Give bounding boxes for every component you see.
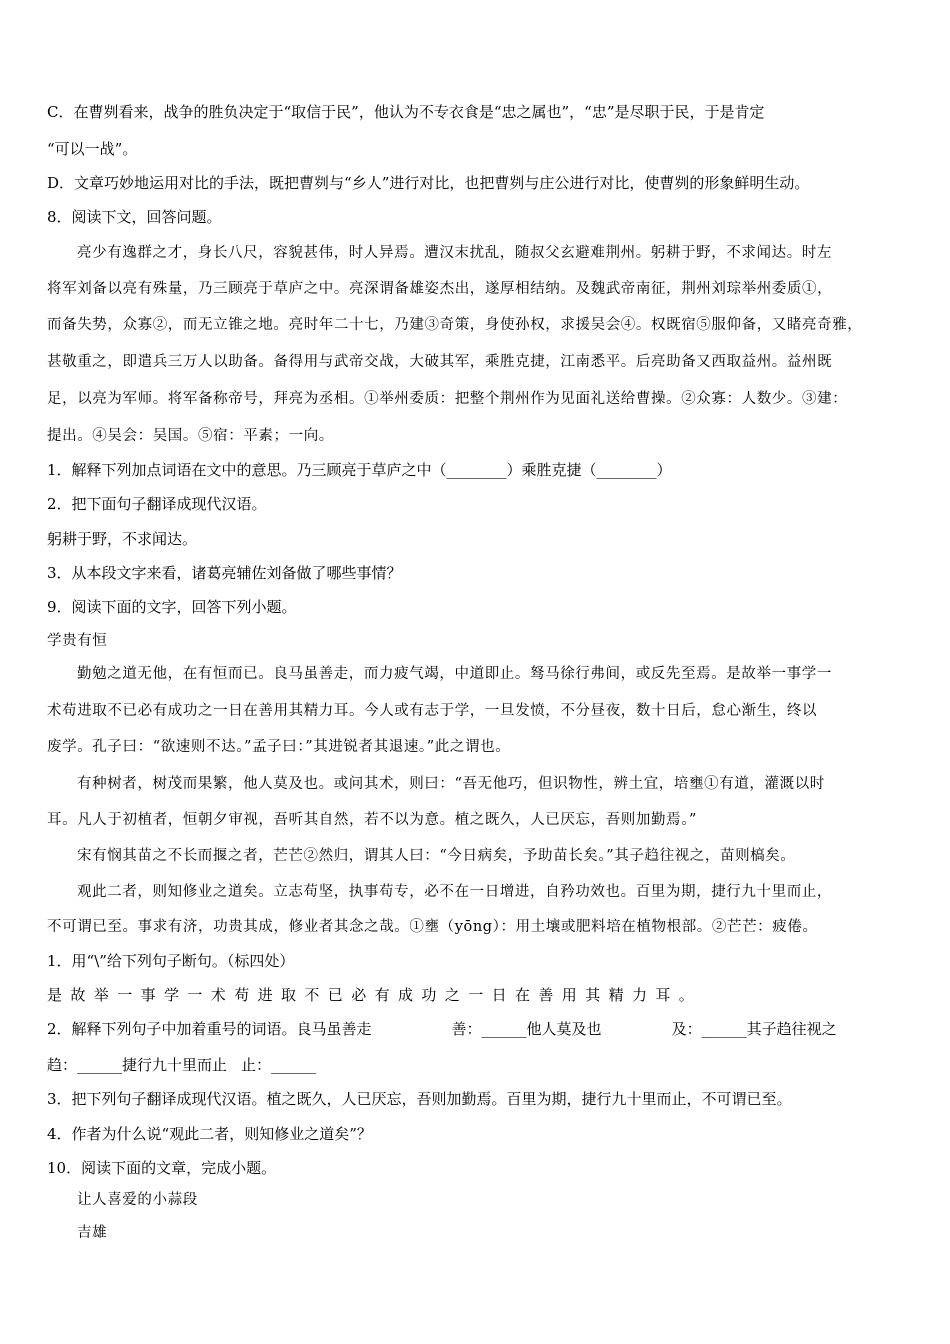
q10-title: 10．阅读下面的文章，完成小题。 bbox=[47, 1159, 277, 1177]
q9-sub2-blank-ji: 及：______其子趋往视之 bbox=[671, 1020, 837, 1038]
q8-passage-line: 足，以亮为军师。将军备称帝号，拜亮为丞相。①举州委质：把整个荆州作为见面礼送给曹操。②众寡：人数少。③建： bbox=[47, 391, 848, 407]
q9-passage-line: 耳。凡人于初植者，恒朝夕审视，吾听其自然，若不以为意。植之既久，人已厌忘，吾则加勤焉。” bbox=[47, 812, 698, 828]
q9-sub2-blank-qu: 趋：______捷行九十里而止 bbox=[47, 1056, 228, 1074]
q8-passage-line: 甚敬重之，即遣兵三万人以助备。备得用与武帝交战，大破其军，乘胜克捷，江南悉平。后亮助备又西取益州。益州既 bbox=[47, 354, 833, 370]
q8-passage-line: 亮少有逸群之才，身长八尺，容貌甚伟，时人异焉。遭汉末扰乱，随叔父玄避难荆州。躬耕于野，不求闻达。时左 bbox=[77, 245, 832, 261]
q9-title: 9．阅读下面的文字，回答下列小题。 bbox=[47, 598, 297, 616]
q7-option-d: D．文章巧妙地运用对比的手法，既把曹刿与“乡人”进行对比，也把曹刿与庄公进行对比，使曹刿的形象鲜明生动。 bbox=[47, 174, 810, 192]
q9-passage-line: 不可谓已至。事求有济，功贵其成，修业者其念之哉。①壅（yōng）：用土壤或肥料培在植物根部。②芒芒：疲倦。 bbox=[47, 919, 818, 935]
q8-passage-line: 而备失势，众寡②，而无立锥之地。亮时年二十七，乃建③奇策，身使孙权，求援吴会④。权既宿⑤服仰备，又睹亮奇雅， bbox=[47, 317, 863, 333]
q8-sub2-sentence: 躬耕于野，不求闻达。 bbox=[47, 530, 198, 548]
q10-author: 吉雄 bbox=[77, 1225, 108, 1241]
q7-option-c-line2: “可以一战”。 bbox=[47, 140, 138, 158]
q9-passage-line: 观此二者，则知修业之道矣。立志苟坚，执事苟专，必不在一日增进，自矜功效也。百里为期，捷行九十里而止， bbox=[77, 884, 832, 900]
q7-option-c-line1: C．在曹刿看来，战争的胜负决定于“取信于民”，他认为不专衣食是“忠之属也”，“忠”是尽职于民，于是肯定 bbox=[47, 103, 765, 121]
q10-article-title: 让人喜爱的小蒜段 bbox=[77, 1192, 198, 1208]
q9-passage-line: 废学。孔子曰：“欲速则不达。”孟子曰：”其进锐者其退速。”此之谓也。 bbox=[47, 739, 511, 755]
q8-sub3: 3．从本段文字来看，诸葛亮辅佐刘备做了哪些事情？ bbox=[47, 564, 402, 582]
q9-heading: 学贵有恒 bbox=[47, 633, 108, 649]
q9-sub2-blank-zhi: 止：______ bbox=[241, 1056, 317, 1074]
q8-passage-line: 将军刘备以亮有殊量，乃三顾亮于草庐之中。亮深谓备雄姿杰出，遂厚相结纳。及魏武帝南征，荆州刘琮举州委质①， bbox=[47, 281, 833, 297]
q9-passage-line: 勤勉之道无他，在有恒而已。良马虽善走，而力疲气竭，中道即止。驽马徐行弗间，或反先至焉。是故举一事学一 bbox=[77, 666, 832, 682]
q9-sub3: 3．把下列句子翻译成现代汉语。植之既久，人已厌忘，吾则加勤焉。百里为期，捷行九十里而止，不可谓已至。 bbox=[47, 1090, 792, 1108]
q8-sub2: 2．把下面句子翻译成现代汉语。 bbox=[47, 495, 267, 513]
q9-sub1: 1．用“\”给下列句子断句。（标四处） bbox=[47, 952, 295, 970]
q9-sub2-prompt: 2．解释下列句子中加着重号的词语。良马虽善走 bbox=[47, 1020, 372, 1038]
q8-title: 8．阅读下文，回答问题。 bbox=[47, 208, 222, 226]
q9-passage-line: 有种树者，树茂而果繁，他人莫及也。或问其术，则曰：“吾无他巧，但识物性，辨土宜，培壅①有道，灌溉以时 bbox=[77, 776, 825, 792]
q9-sub2-cont bbox=[47, 1055, 907, 1075]
q8-sub1: 1．解释下列加点词语在文中的意思。乃三顾亮于草庐之中（________）乘胜克捷（________） bbox=[47, 461, 672, 479]
q9-passage-line: 术苟进取不已必有成功之一日在善用其精力耳。今人或有志于学，一旦发愤，不分昼夜，数十日后，怠心渐生，终以 bbox=[47, 703, 818, 719]
q9-sub4: 4．作者为什么说“观此二者，则知修业之道矣”？ bbox=[47, 1125, 372, 1143]
q9-sub2 bbox=[47, 1019, 907, 1039]
q9-sub2-blank-shan: 善：______他人莫及也 bbox=[451, 1020, 602, 1038]
q9-passage-line: 宋有悯其苗之不长而揠之者，芒芒②然归，谓其人曰：“今日病矣，予助苗长矣。”其子趋往视之，苗则槁矣。 bbox=[77, 848, 796, 864]
q9-sub1-sentence: 是故举一事学一术苟进取不已必有成功之一日在善用其精力耳。 bbox=[47, 986, 703, 1004]
q8-passage-line: 提出。④吴会：吴国。⑤宿：平素；一向。 bbox=[47, 428, 334, 444]
